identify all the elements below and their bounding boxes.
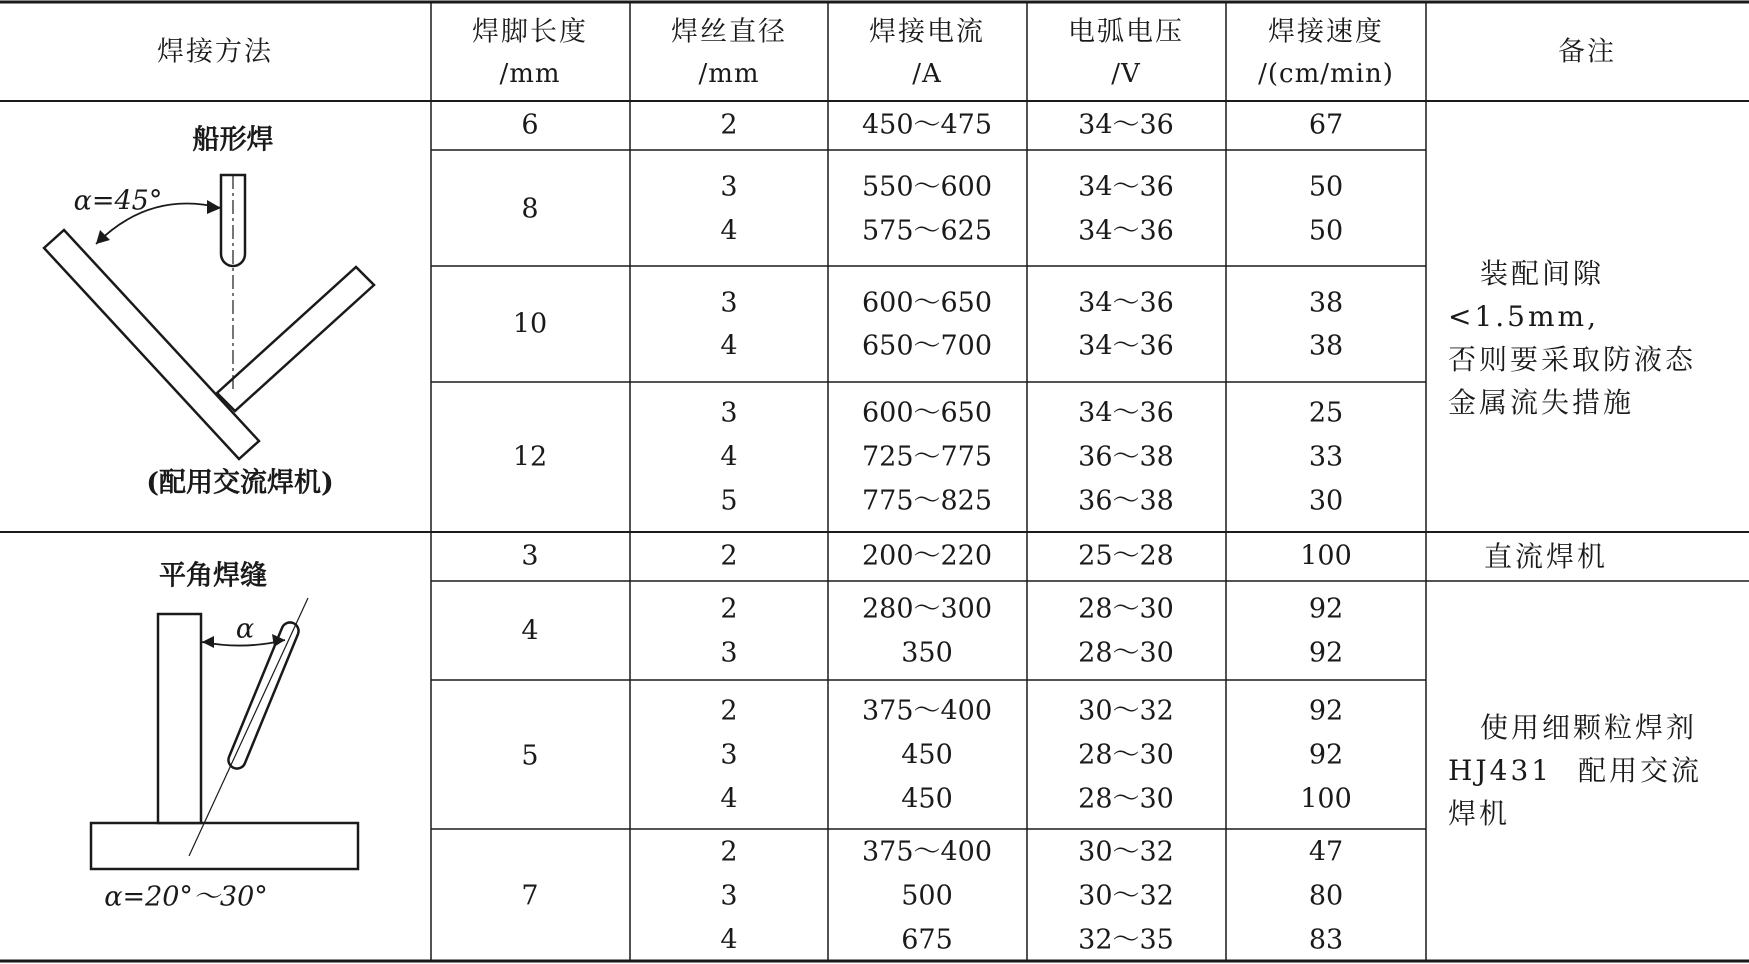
current-cell: 775～825 xyxy=(861,485,993,517)
remark-line: 否则要采取防液态 xyxy=(1448,343,1697,376)
current-cell: 550～600 xyxy=(861,171,993,203)
wire-diameter-cell: 3 xyxy=(720,397,738,429)
wire-diameter-cell: 3 xyxy=(720,287,738,319)
speed-cell: 80 xyxy=(1308,880,1344,912)
current-cell: 450～475 xyxy=(861,109,993,141)
speed-cell: 67 xyxy=(1308,109,1344,141)
voltage-cell: 36～38 xyxy=(1078,441,1174,473)
speed-cell: 92 xyxy=(1308,637,1344,669)
voltage-cell: 28～30 xyxy=(1078,637,1174,669)
wire-diameter-cell: 3 xyxy=(720,739,738,771)
figure1-angle: α=45° xyxy=(73,185,163,217)
speed-cell: 33 xyxy=(1308,441,1344,473)
voltage-cell: 34～36 xyxy=(1078,171,1174,203)
header-remarks: 备注 xyxy=(1558,36,1616,68)
current-cell: 600～650 xyxy=(861,397,993,429)
remark-dc-welder: 直流焊机 xyxy=(1483,540,1609,573)
voltage-cell: 34～36 xyxy=(1078,397,1174,429)
wire-diameter-cell: 2 xyxy=(720,593,738,625)
remark-line: 焊机 xyxy=(1448,797,1511,830)
header-current: 焊接电流 xyxy=(869,16,985,48)
wire-diameter-cell: 2 xyxy=(720,695,738,727)
leg-length-cell: 12 xyxy=(512,441,548,473)
speed-cell: 92 xyxy=(1308,593,1344,625)
leg-length-cell: 6 xyxy=(521,109,539,141)
speed-cell: 38 xyxy=(1308,287,1344,319)
voltage-cell: 34～36 xyxy=(1078,109,1174,141)
header-wire-diameter: 焊丝直径 xyxy=(671,16,787,48)
voltage-cell: 36～38 xyxy=(1078,485,1174,517)
remark-flux xyxy=(1448,706,1702,835)
voltage-cell: 30～32 xyxy=(1078,880,1174,912)
speed-cell: 25 xyxy=(1308,397,1344,429)
header-speed-unit: /(cm/min) xyxy=(1258,59,1394,89)
header-voltage-unit: /V xyxy=(1111,59,1141,89)
current-cell: 575～625 xyxy=(861,215,993,247)
current-cell: 375～400 xyxy=(861,695,993,727)
wire-diameter-cell: 2 xyxy=(720,109,738,141)
speed-cell: 100 xyxy=(1300,540,1352,572)
header-method: 焊接方法 xyxy=(157,36,273,68)
figure2-caption: α=20°～30° xyxy=(104,881,268,913)
remark-line: HJ431 配用交流 xyxy=(1448,754,1702,787)
wire-diameter-cell: 4 xyxy=(720,330,738,362)
current-cell: 500 xyxy=(901,880,953,912)
header-speed: 焊接速度 xyxy=(1268,16,1384,48)
figure2-title: 平角焊缝 xyxy=(159,560,267,592)
remark-line: 使用细颗粒焊剂 xyxy=(1480,711,1698,744)
current-cell: 375～400 xyxy=(861,836,993,868)
wire-diameter-cell: 4 xyxy=(720,783,738,815)
speed-cell: 47 xyxy=(1308,836,1344,868)
header-leg-length-unit: /mm xyxy=(499,59,561,89)
header-wire-diameter-unit: /mm xyxy=(698,59,760,89)
speed-cell: 50 xyxy=(1308,171,1344,203)
current-cell: 350 xyxy=(901,637,953,669)
remark-line: 金属流失措施 xyxy=(1448,386,1635,419)
wire-diameter-cell: 2 xyxy=(720,540,738,572)
speed-cell: 38 xyxy=(1308,330,1344,362)
current-cell: 450 xyxy=(901,783,953,815)
header-voltage: 电弧电压 xyxy=(1068,16,1184,48)
remark-assembly-gap xyxy=(1448,252,1749,424)
voltage-cell: 28～30 xyxy=(1078,593,1174,625)
speed-cell: 92 xyxy=(1308,739,1344,771)
vertical-plate xyxy=(158,614,201,823)
current-cell: 650～700 xyxy=(861,330,993,362)
header-current-unit: /A xyxy=(912,59,942,89)
figure2-angle-label: α xyxy=(235,613,255,645)
voltage-cell: 34～36 xyxy=(1078,330,1174,362)
wire-diameter-cell: 4 xyxy=(720,924,738,956)
voltage-cell: 30～32 xyxy=(1078,836,1174,868)
wire-diameter-cell: 2 xyxy=(720,836,738,868)
leg-length-cell: 5 xyxy=(521,740,539,772)
remark-line: 装配间隙<1.5mm, xyxy=(1448,257,1605,333)
current-cell: 725～775 xyxy=(861,441,993,473)
wire-diameter-cell: 5 xyxy=(720,485,738,517)
current-cell: 600～650 xyxy=(861,287,993,319)
arrow-head-3 xyxy=(202,636,214,648)
voltage-cell: 34～36 xyxy=(1078,287,1174,319)
voltage-cell: 28～30 xyxy=(1078,783,1174,815)
current-cell: 200～220 xyxy=(861,540,993,572)
speed-cell: 30 xyxy=(1308,485,1344,517)
leg-length-cell: 10 xyxy=(512,308,548,340)
wire-diameter-cell: 3 xyxy=(720,637,738,669)
leg-length-cell: 8 xyxy=(521,193,539,225)
leg-length-cell: 4 xyxy=(521,615,539,647)
header-leg-length: 焊脚长度 xyxy=(472,16,588,48)
leg-length-cell: 3 xyxy=(521,540,539,572)
current-cell: 280～300 xyxy=(861,593,993,625)
voltage-cell: 32～35 xyxy=(1078,924,1174,956)
speed-cell: 100 xyxy=(1300,783,1352,815)
figure1-title: 船形焊 xyxy=(192,124,274,156)
wire-diameter-cell: 4 xyxy=(720,215,738,247)
voltage-cell: 34～36 xyxy=(1078,215,1174,247)
base-plate xyxy=(91,823,358,869)
current-cell: 450 xyxy=(901,739,953,771)
wire-diameter-cell: 3 xyxy=(720,171,738,203)
wire-diameter-cell: 4 xyxy=(720,441,738,473)
figure1-caption: (配用交流焊机) xyxy=(146,467,334,499)
leg-length-cell: 7 xyxy=(521,880,539,912)
current-cell: 675 xyxy=(901,924,953,956)
voltage-cell: 25～28 xyxy=(1078,540,1174,572)
voltage-cell: 30～32 xyxy=(1078,695,1174,727)
wire-diameter-cell: 3 xyxy=(720,880,738,912)
speed-cell: 50 xyxy=(1308,215,1344,247)
speed-cell: 92 xyxy=(1308,695,1344,727)
voltage-cell: 28～30 xyxy=(1078,739,1174,771)
speed-cell: 83 xyxy=(1308,924,1344,956)
